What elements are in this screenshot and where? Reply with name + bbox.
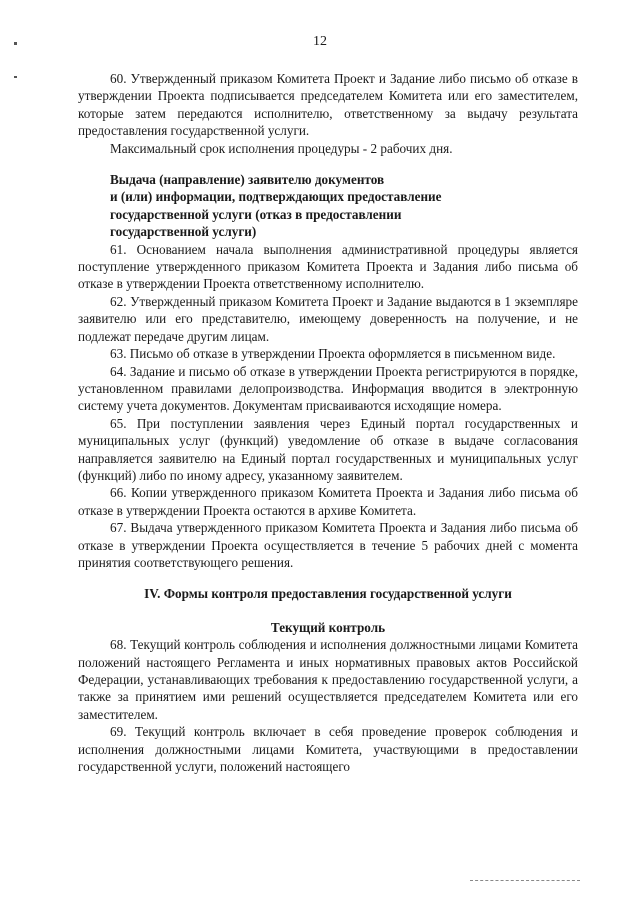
paragraph-65: 65. При поступлении заявления через Единый портал государственных и муниципальных услуг (функций) уведомление об отказе в выдаче согласования направляется заявителю на Единый портал государственных и муниципальных услуг (функций) либо по иному адресу, указанному заявителем. bbox=[78, 415, 578, 483]
paragraph-69: 69. Текущий контроль включает в себя проведение проверок соблюдения и исполнения должностными лицами Комитета, участвующими в предоставлении государственной услуги, положений настоящего bbox=[78, 724, 578, 775]
heading-line: государственной услуги (отказ в предоставлении bbox=[110, 206, 402, 222]
paragraph-68: 68. Текущий контроль соблюдения и исполнения должностными лицами Комитета положений настоящего Регламента и иных нормативных правовых актов Российской Федерации, устанавливающих требования к предоставлению государственной услуги, а также за принятием ими решений осуществляется председателем Комитета или его заместителем. bbox=[78, 637, 578, 722]
heading-line: Выдача (направление) заявителю документов bbox=[110, 172, 385, 188]
subheading-current-control: Текущий контроль bbox=[270, 619, 386, 635]
heading-line: и (или) информации, подтверждающих предоставление bbox=[110, 189, 442, 205]
document-body bbox=[78, 70, 578, 775]
page-number: 12 bbox=[313, 34, 327, 49]
heading-line: государственной услуги) bbox=[110, 224, 257, 240]
footer-rule bbox=[470, 880, 580, 882]
scan-mark bbox=[14, 76, 17, 78]
paragraph-63: 63. Письмо об отказе в утверждении Проекта оформляется в письменном виде. bbox=[110, 346, 556, 362]
section-heading-issuance bbox=[78, 171, 578, 241]
paragraph-62: 62. Утвержденный приказом Комитета Проект и Задание выдаются в 1 экземпляре заявителю или его представителю, имеющему доверенность на получение, и не подлежат передаче другим лицам. bbox=[78, 293, 578, 344]
paragraph-64: 64. Задание и письмо об отказе в утверждении Проекта регистрируются в порядке, установленном правилами делопроизводства. Информация вводится в электронную систему учета документов. Документам присваиваются исходящие номера. bbox=[78, 363, 578, 414]
paragraph-60: 60. Утвержденный приказом Комитета Проект и Задание либо письмо об отказе в утверждении Проекта подписывается председателем Комитета или его заместителем, которые затем передаются исполнителю, ответственному за выдачу результата предоставления государственной услуги. bbox=[78, 71, 578, 139]
paragraph-max-term: Максимальный срок исполнения процедуры - 2 рабочих дня. bbox=[110, 140, 453, 156]
paragraph-66: 66. Копии утвержденного приказом Комитета Проекта и Задания либо письма об отказе в утверждении Проекта остаются в архиве Комитета. bbox=[78, 485, 578, 518]
paragraph-61: 61. Основанием начала выполнения административной процедуры является поступление утвержденного приказом Комитета Проекта и Задания либо письма об отказе в утверждении Проекта ответственному исполнителю. bbox=[78, 241, 578, 292]
section-heading-iv: IV. Формы контроля предоставления государственной услуги bbox=[144, 586, 512, 602]
paragraph-67: 67. Выдача утвержденного приказом Комитета Проекта и Задания либо письма об отказе в утверждении Проекта осуществляется в течение 5 рабочих дней с момента принятия соответствующего решения. bbox=[78, 520, 578, 570]
